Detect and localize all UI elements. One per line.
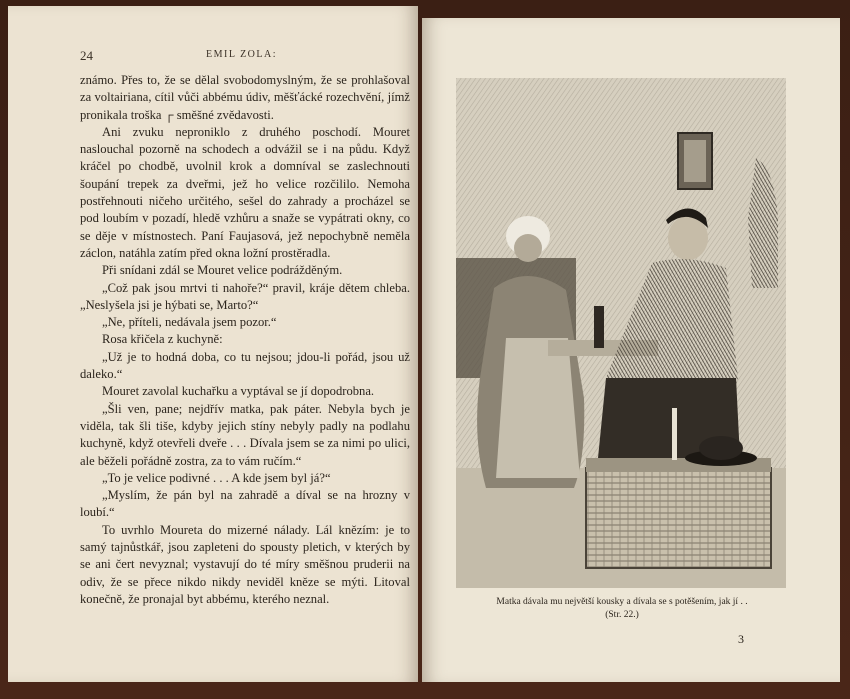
illustration-caption xyxy=(452,596,792,622)
illustration xyxy=(456,78,786,588)
paragraph: „Ne, příteli, nedávala jsem pozor.“ xyxy=(102,315,277,330)
paragraph: To uvrhlo Moureta do mizerné nálady. Lál knězím: je to samý tajnůstkář, jsou zapleteni do spousty pletich, v kterých by se ani čert nevyznal; vystavují do té míry směšnou pruderii na odiv, že se přece nikdo nikdy neviděl kněze se mýti. Litoval konečně, že pronajal byt abbému, kterého neznal. xyxy=(80,522,410,606)
paragraph: Mouret zavolal kuchařku a vyptával se jí dopodrobna. xyxy=(102,384,375,399)
paragraph: „Šli ven, pane; nejdřív matka, pak páter. Nebyla bych je viděla, tak šli tiše, kdyby jejich stíny nebyly padly na podlahu kuchyně, když otevřeli dveře . . . Dívala jsem se za nimi po ulici, ale běželi pořádně zostra, za to vám ručím.“ xyxy=(80,401,410,468)
illustration-engraving xyxy=(456,78,786,588)
paragraph: „To je velice podivné . . . A kde jsem byl já?“ xyxy=(102,470,331,485)
running-head-author: EMIL ZOLA: xyxy=(206,49,278,60)
left-page-number: 24 xyxy=(80,48,93,63)
paragraph: „Už je to hodná doba, co tu nejsou; jdou-li pořád, jsou už daleko.“ xyxy=(80,349,410,382)
paragraph: Při snídani zdál se Mouret velice podrážděným. xyxy=(102,263,343,278)
left-page-text xyxy=(80,72,410,608)
caption-text: Matka dávala mu největší kousky a dívala se s potěšením, jak jí . . xyxy=(496,597,748,607)
right-page-number: 3 xyxy=(738,632,744,646)
paragraph: známo. Přes to, že se dělal svobodomyslným, že se prohlašoval za voltairiana, cítil vůči abbému údiv, měšťácké rozechvění, jímž pronikala troška ┌ směšné zvědavosti. xyxy=(80,73,410,122)
caption-page-reference: (Str. 22.) xyxy=(605,610,639,620)
paragraph: Rosa křičela z kuchyně: xyxy=(102,332,223,347)
paragraph: Ani zvuku neproniklo z druhého poschodí. Mouret naslouchal pozorně na schodech a odvážil se i na půdu. Když kráčel po chodbě, uvolnil krok a domníval se zaslechnouti šoupání trepek za dveřmi, jež ho velice rozčililo. Nemoha postřehnouti ničeho určitého, sešel do zahrady a procházel se pod loubím v pozadí, hledě vzhůru a snaže se vypátrati okny, co se děje v místnostech. Paní Faujasová, jež nepochybně neměla záclon, natáhla zatím před okna ložní prostěradla. xyxy=(80,124,410,260)
paragraph: „Což pak jsou mrtvi ti nahoře?“ pravil, kráje dětem chleba. „Neslyšela jsi je hýbati se, Marto?“ xyxy=(80,280,410,312)
paragraph: „Myslím, že pán byl na zahradě a díval se na hrozny v loubí.“ xyxy=(80,488,410,520)
